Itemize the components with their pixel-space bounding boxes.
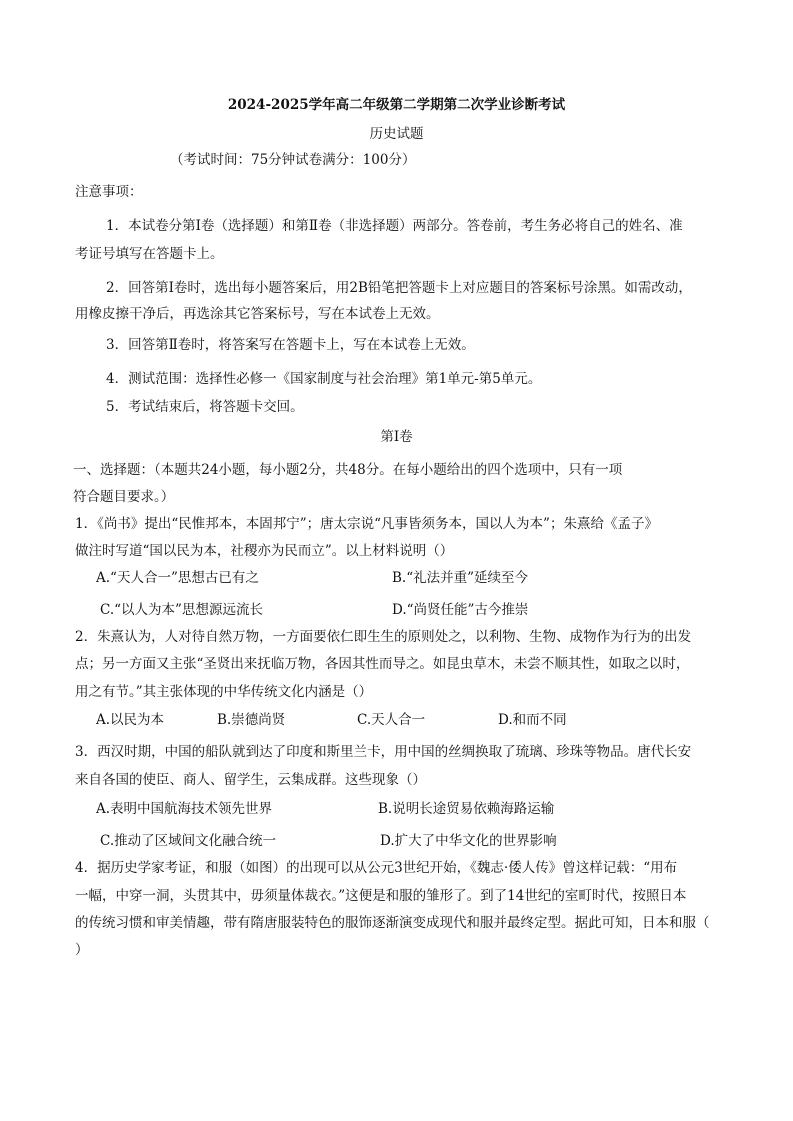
notice-heading: 注意事项： <box>75 184 143 200</box>
question-stem-cont: 用之有节。”其主张体现的中华传统文化内涵是（） <box>75 684 373 700</box>
question-stem-cont: 的传统习惯和审美情趣，带有隋唐服装特色的服饰逐渐演变成现代和服并最终定型。据此可知，日本和服（ <box>75 915 710 931</box>
notice-item: 1．本试卷分第Ⅰ卷（选择题）和第Ⅱ卷（非选择题）两部分。答卷前，考生务必将自己的姓名、准 <box>106 218 683 234</box>
option-c: C.天人合一 <box>357 712 426 728</box>
exam-info: （考试时间：75分钟试卷满分：100分） <box>170 152 416 168</box>
option-d: D.和而不同 <box>498 712 567 728</box>
notice-item: 2．回答第Ⅰ卷时，选出每小题答案后，用2B铅笔把答题卡上对应题目的答案标号涂黑。如需改动， <box>106 280 692 296</box>
notice-item-cont: 考证号填写在答题卡上。 <box>75 246 224 262</box>
notice-item: 5．考试结束后，将答题卡交回。 <box>106 399 304 415</box>
question-stem-cont: 点；另一方面又主张“圣贤出来抚临万物，各因其性而导之。如昆虫草木，未尝不顺其性，如取之以时， <box>75 656 690 672</box>
question-stem: 3．西汉时期，中国的船队就到达了印度和斯里兰卡，用中国的丝绸换取了琉璃、珍珠等物品。唐代长安 <box>75 744 692 760</box>
section-instruction-cont: 符合题目要求。） <box>73 489 175 505</box>
option-a: A.“天人合一”思想古已有之 <box>96 570 259 586</box>
option-d: D.扩大了中华文化的世界影响 <box>380 833 557 849</box>
option-a: A.表明中国航海技术领先世界 <box>96 801 273 817</box>
option-d: D.“尚贤任能”古今推崇 <box>392 602 529 618</box>
section-title: 第Ⅰ卷 <box>380 429 413 445</box>
question-stem-cont: ） <box>75 942 89 958</box>
section-instruction: 一、选择题：（本题共24小题，每小题2分，共48分。在每小题给出的四个选项中，只有一项 <box>73 462 623 478</box>
option-a: A.以民为本 <box>96 712 165 728</box>
question-stem-cont: 一幅，中穿一洞，头贯其中，毋须量体裁衣。”这便是和服的雏形了。到了14世纪的室町时代，按照日本 <box>75 888 687 904</box>
exam-title: 2024-2025学年高二年级第二学期第二次学业诊断考试 <box>227 97 566 113</box>
question-stem-cont: 来自各国的使臣、商人、留学生，云集成群。这些现象（） <box>75 772 426 788</box>
question-stem: 1．《尚书》提出“民惟邦本，本固邦宁”；唐太宗说“凡事皆须务本，国以人为本”；朱熹给《孟子》 <box>75 516 658 532</box>
subject-title: 历史试题 <box>369 126 424 142</box>
option-b: B.说明长途贸易依赖海路运输 <box>378 801 555 817</box>
option-c: C.推动了区域间文化融合统一 <box>100 833 277 849</box>
question-stem: 2．朱熹认为，人对待自然万物，一方面要依仁即生生的原则处之，以利物、生物、成物作为行为的出发 <box>75 629 692 645</box>
option-b: B.“礼法并重”延续至今 <box>392 570 529 586</box>
question-stem-cont: 做注时写道“国以民为本，社稷亦为民而立”。以上材料说明（） <box>75 543 454 559</box>
notice-item: 3．回答第Ⅱ卷时，将答案写在答题卡上，写在本试卷上无效。 <box>106 337 475 353</box>
notice-item-cont: 用橡皮擦干净后，再选涂其它答案标号，写在本试卷上无效。 <box>75 306 440 322</box>
option-b: B.崇德尚贤 <box>217 712 286 728</box>
question-stem: 4．据历史学家考证，和服（如图）的出现可以从公元3世纪开始，《魏志·倭人传》曾这样记载：“用布 <box>75 860 678 876</box>
notice-item: 4．测试范围：选择性必修一《国家制度与社会治理》第1单元-第5单元。 <box>106 371 542 387</box>
option-c: C.“以人为本”思想源远流长 <box>100 602 263 618</box>
